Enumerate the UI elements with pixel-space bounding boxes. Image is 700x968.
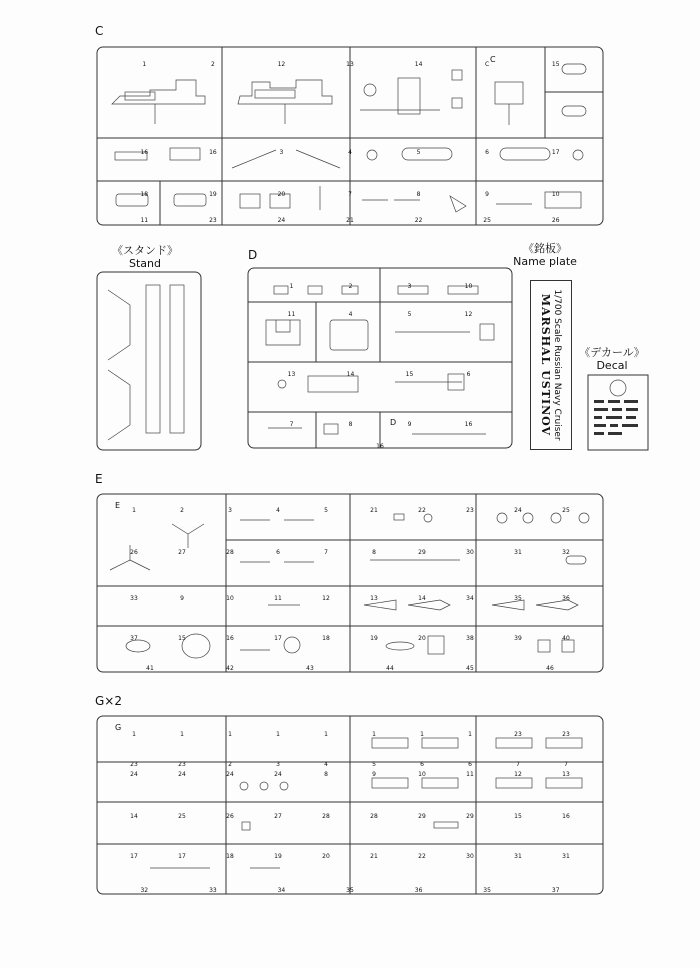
part-number-e-37: 38 bbox=[466, 635, 474, 642]
part-number-g-14: 4 bbox=[324, 761, 328, 768]
part-number-g-12: 2 bbox=[228, 761, 232, 768]
part-number-g-46: 22 bbox=[418, 853, 426, 860]
part-number-e-32: 16 bbox=[226, 635, 234, 642]
part-number-g-11: 23 bbox=[178, 761, 186, 768]
part-number-g-30: 14 bbox=[130, 813, 138, 820]
part-number-c-12: 6 bbox=[485, 149, 490, 156]
part-number-e-21: 9 bbox=[180, 595, 184, 602]
part-number-g-33: 27 bbox=[274, 813, 282, 820]
part-c2 bbox=[238, 80, 332, 104]
part-number-e-24: 12 bbox=[322, 595, 330, 602]
part-number-e-16: 29 bbox=[418, 549, 426, 556]
part-number-g-51: 33 bbox=[209, 887, 217, 894]
part-number-e-8: 24 bbox=[514, 507, 522, 514]
stand-post-left bbox=[146, 285, 160, 433]
section-label-e: E bbox=[95, 472, 103, 486]
nameplate-caption-jp: 《銘板》 bbox=[523, 242, 567, 255]
part-number-e-40: 41 bbox=[146, 665, 154, 672]
part-number-e-23: 11 bbox=[274, 595, 282, 602]
part-number-d-15: 16 bbox=[464, 421, 473, 428]
part-number-c-5: C bbox=[484, 61, 490, 68]
part-number-e-34: 18 bbox=[322, 635, 330, 642]
sprue-mark-g: G bbox=[115, 723, 122, 732]
part-number-e-14: 7 bbox=[324, 549, 328, 556]
part-number-e-2: 3 bbox=[228, 507, 232, 514]
part-number-g-32: 26 bbox=[226, 813, 234, 820]
part-number-e-25: 13 bbox=[370, 595, 378, 602]
part-number-g-56: 37 bbox=[551, 887, 560, 894]
part-number-g-20: 24 bbox=[130, 771, 138, 778]
part-number-c-3: 13 bbox=[346, 61, 354, 68]
part-number-g-38: 15 bbox=[514, 813, 522, 820]
part-number-c-9: 3 bbox=[279, 149, 284, 156]
part-number-d-13: 8 bbox=[348, 421, 353, 428]
part-number-g-7: 1 bbox=[468, 731, 472, 738]
part-number-e-20: 33 bbox=[130, 595, 138, 602]
part-number-e-5: 21 bbox=[370, 507, 378, 514]
part-number-g-34: 28 bbox=[322, 813, 330, 820]
part-number-e-17: 30 bbox=[466, 549, 474, 556]
part-number-d-9: 14 bbox=[346, 371, 355, 378]
part-number-c-6: 15 bbox=[551, 61, 560, 68]
part-number-g-24: 8 bbox=[324, 771, 328, 778]
part-number-d-1: 2 bbox=[348, 283, 353, 290]
part-number-g-47: 30 bbox=[466, 853, 474, 860]
part-number-g-19: 7 bbox=[564, 761, 568, 768]
part-number-d-4: 11 bbox=[287, 311, 296, 318]
part-number-c-13: 17 bbox=[551, 149, 560, 156]
sprue-stand bbox=[97, 272, 201, 450]
section-label-g: G×2 bbox=[95, 694, 122, 708]
part-number-g-28: 12 bbox=[514, 771, 522, 778]
part-number-c-17: 7 bbox=[348, 191, 352, 198]
decal-caption-en: Decal bbox=[596, 359, 628, 372]
part-number-c-8: 16 bbox=[209, 149, 217, 156]
stand-bracket-lower bbox=[108, 370, 130, 440]
part-number-e-11: 27 bbox=[178, 549, 186, 556]
part-number-g-10: 23 bbox=[130, 761, 138, 768]
part-number-g-26: 10 bbox=[418, 771, 426, 778]
part-number-c-4: 14 bbox=[414, 61, 423, 68]
part-number-g-48: 31 bbox=[514, 853, 522, 860]
part-number-d-7: 12 bbox=[464, 311, 473, 318]
part-number-g-42: 18 bbox=[226, 853, 234, 860]
part-number-c-18: 8 bbox=[416, 191, 421, 198]
section-label-c: C bbox=[95, 24, 104, 38]
part-number-e-28: 35 bbox=[514, 595, 522, 602]
part-number-c-22: 23 bbox=[209, 217, 217, 224]
part-number-d-16: 16 bbox=[376, 443, 384, 450]
part-number-c-19: 9 bbox=[485, 191, 490, 198]
part-number-c-25: 22 bbox=[414, 217, 423, 224]
part-number-c-15: 19 bbox=[209, 191, 217, 198]
part-number-g-6: 1 bbox=[420, 731, 424, 738]
part-number-g-31: 25 bbox=[178, 813, 186, 820]
part-number-c-1: 2 bbox=[210, 61, 215, 68]
part-number-e-0: 1 bbox=[132, 507, 136, 514]
part-number-e-42: 43 bbox=[306, 665, 314, 672]
sprue-mark-c: C bbox=[490, 55, 496, 64]
part-number-g-17: 6 bbox=[468, 761, 472, 768]
stand-caption-en: Stand bbox=[129, 257, 161, 270]
part-number-g-2: 1 bbox=[228, 731, 232, 738]
stand-post-right bbox=[170, 285, 184, 433]
part-e17 bbox=[182, 634, 210, 658]
part-number-e-33: 17 bbox=[274, 635, 282, 642]
part-number-e-7: 23 bbox=[466, 507, 474, 514]
part-number-g-44: 20 bbox=[322, 853, 330, 860]
part-number-g-55: 35 bbox=[483, 887, 491, 894]
stand-bracket-upper bbox=[108, 290, 130, 360]
part-number-d-12: 7 bbox=[289, 421, 294, 428]
part-number-c-2: 12 bbox=[277, 61, 286, 68]
decal-sheet bbox=[588, 375, 648, 450]
nameplate-caption-en: Name plate bbox=[513, 255, 577, 268]
part-number-g-27: 11 bbox=[466, 771, 474, 778]
part-number-g-9: 23 bbox=[562, 731, 570, 738]
part-number-g-8: 23 bbox=[514, 731, 522, 738]
part-number-e-27: 34 bbox=[466, 595, 474, 602]
section-label-d: D bbox=[248, 248, 258, 262]
part-number-e-12: 28 bbox=[226, 549, 234, 556]
part-number-g-39: 16 bbox=[562, 813, 570, 820]
part-number-e-10: 26 bbox=[130, 549, 138, 556]
sprue-mark-e: E bbox=[115, 501, 121, 510]
sprue-d bbox=[248, 268, 512, 448]
part-number-c-21: 11 bbox=[140, 217, 149, 224]
part-number-g-23: 24 bbox=[274, 771, 282, 778]
part-number-d-2: 3 bbox=[407, 283, 412, 290]
part-number-e-1: 2 bbox=[180, 507, 184, 514]
part-number-g-49: 31 bbox=[562, 853, 570, 860]
part-number-e-13: 6 bbox=[276, 549, 280, 556]
part-number-g-13: 3 bbox=[276, 761, 280, 768]
part-number-g-16: 6 bbox=[420, 761, 424, 768]
part-number-e-45: 46 bbox=[546, 665, 554, 672]
part-number-g-35: 28 bbox=[370, 813, 378, 820]
part-number-g-15: 5 bbox=[372, 761, 376, 768]
part-number-e-15: 8 bbox=[372, 549, 376, 556]
part-number-e-30: 37 bbox=[130, 635, 138, 642]
part-number-d-3: 10 bbox=[464, 283, 473, 290]
part-number-e-41: 42 bbox=[226, 665, 234, 672]
part-number-g-5: 1 bbox=[372, 731, 376, 738]
part-number-d-0: 1 bbox=[289, 283, 294, 290]
part-number-g-18: 7 bbox=[516, 761, 520, 768]
part-number-g-37: 29 bbox=[466, 813, 474, 820]
part-number-g-43: 19 bbox=[274, 853, 282, 860]
part-number-c-10: 4 bbox=[348, 149, 352, 156]
part-number-d-5: 4 bbox=[348, 311, 353, 318]
part-number-e-36: 20 bbox=[418, 635, 426, 642]
name-plate-title: MARSHAL USTINOV bbox=[539, 293, 552, 437]
part-number-g-36: 29 bbox=[418, 813, 426, 820]
part-number-c-16: 20 bbox=[277, 191, 286, 198]
part-number-e-44: 45 bbox=[466, 665, 474, 672]
part-number-g-21: 24 bbox=[178, 771, 186, 778]
part-number-g-53: 35 bbox=[346, 887, 354, 894]
sprue-c bbox=[97, 47, 603, 225]
part-number-e-9: 25 bbox=[562, 507, 570, 514]
part-number-e-18: 31 bbox=[514, 549, 522, 556]
part-number-g-40: 17 bbox=[130, 853, 138, 860]
part-number-c-26: 25 bbox=[483, 217, 491, 224]
part-number-e-19: 32 bbox=[562, 549, 570, 556]
part-number-e-26: 14 bbox=[418, 595, 426, 602]
part-number-g-54: 36 bbox=[414, 887, 423, 894]
part-number-g-41: 17 bbox=[178, 853, 186, 860]
part-number-g-50: 32 bbox=[140, 887, 149, 894]
part-number-g-29: 13 bbox=[562, 771, 570, 778]
part-number-g-45: 21 bbox=[370, 853, 378, 860]
part-number-c-11: 5 bbox=[416, 149, 421, 156]
part-number-g-0: 1 bbox=[132, 731, 136, 738]
part-number-e-3: 4 bbox=[276, 507, 280, 514]
part-number-e-35: 19 bbox=[370, 635, 378, 642]
part-number-g-25: 9 bbox=[372, 771, 376, 778]
part-number-g-4: 1 bbox=[324, 731, 328, 738]
decal-frame bbox=[588, 375, 648, 450]
part-number-e-43: 44 bbox=[386, 665, 394, 672]
part-number-g-52: 34 bbox=[277, 887, 286, 894]
part-number-d-6: 5 bbox=[407, 311, 412, 318]
part-number-d-8: 13 bbox=[287, 371, 296, 378]
part-number-c-27: 26 bbox=[551, 217, 560, 224]
part-number-c-0: 1 bbox=[142, 61, 147, 68]
part-number-g-3: 1 bbox=[276, 731, 280, 738]
sprue-e bbox=[97, 494, 603, 672]
part-number-e-29: 36 bbox=[562, 595, 570, 602]
part-number-g-22: 24 bbox=[226, 771, 234, 778]
part-number-c-24: 21 bbox=[346, 217, 354, 224]
part-number-e-4: 5 bbox=[324, 507, 328, 514]
part-number-c-14: 18 bbox=[140, 191, 149, 198]
sprue-mark-d: D bbox=[390, 418, 397, 427]
part-number-e-6: 22 bbox=[418, 507, 426, 514]
part-number-c-20: 10 bbox=[551, 191, 560, 198]
part-number-d-10: 15 bbox=[405, 371, 414, 378]
part-number-c-23: 24 bbox=[277, 217, 286, 224]
part-e2 bbox=[172, 524, 204, 548]
sprue-g bbox=[97, 716, 603, 894]
name-plate-subtitle: 1/700 Scale Russian Navy Cruiser bbox=[552, 289, 562, 441]
part-number-c-7: 16 bbox=[140, 149, 149, 156]
stand-frame bbox=[97, 272, 201, 450]
part-number-e-38: 39 bbox=[514, 635, 522, 642]
decal-caption-jp: 《デカール》 bbox=[579, 346, 645, 359]
part-number-e-31: 15 bbox=[178, 635, 186, 642]
part-number-e-22: 10 bbox=[226, 595, 234, 602]
stand-caption-jp: 《スタンド》 bbox=[112, 244, 178, 257]
part-number-g-1: 1 bbox=[180, 731, 184, 738]
part-number-e-39: 40 bbox=[562, 635, 570, 642]
part-number-d-11: 6 bbox=[466, 371, 471, 378]
part-number-d-14: 9 bbox=[407, 421, 412, 428]
